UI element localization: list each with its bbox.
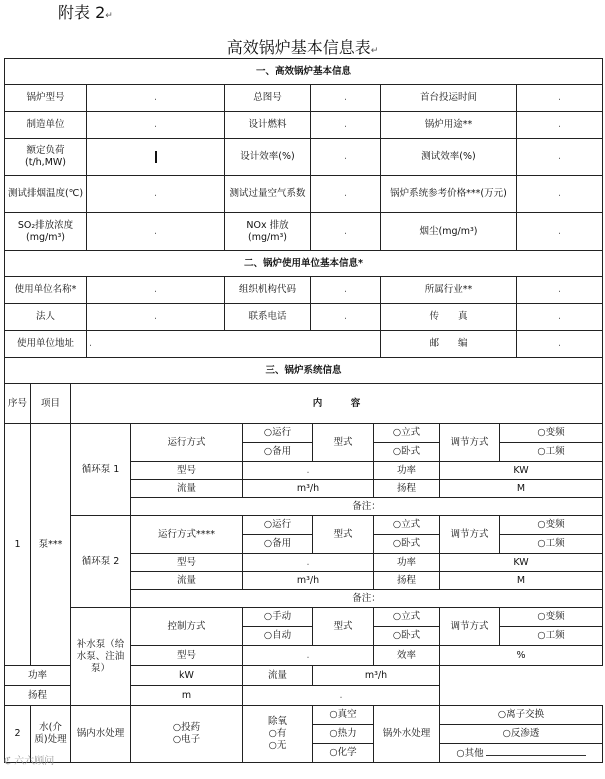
pump2-adjust-radio[interactable]: ○变频 — [500, 516, 603, 535]
field-label: 使用单位地址 — [5, 331, 87, 358]
reverse-osmosis-radio[interactable]: ○反渗透 — [440, 725, 603, 744]
field-label: 流量 — [131, 572, 243, 590]
field-label: 扬程 — [374, 480, 440, 498]
field-label: 控制方式 — [131, 608, 243, 646]
field-label: 型号 — [131, 462, 243, 480]
field-label: NOx 排放(mg/m³) — [225, 213, 311, 251]
section3-header-row — [5, 358, 603, 384]
appendix-label: 附表 2↵ — [58, 3, 113, 22]
table-row — [5, 608, 603, 627]
pump3-model-input[interactable]: . — [243, 646, 374, 666]
exhaust-temp-input[interactable]: . — [87, 176, 225, 213]
field-label: 联系电话 — [225, 304, 311, 331]
inner-treatment-options[interactable] — [131, 706, 243, 763]
excess-air-input[interactable]: . — [311, 176, 381, 213]
pump3-eff-unit[interactable]: % — [440, 646, 603, 666]
field-label: 效率 — [374, 646, 440, 666]
test-efficiency-input[interactable]: . — [517, 139, 603, 176]
field-label: 型式 — [313, 608, 374, 646]
nox-input[interactable]: . — [311, 213, 381, 251]
section2-header-row — [5, 251, 603, 277]
row-no: 1 — [5, 424, 31, 666]
pump2-power-unit[interactable]: KW — [440, 554, 603, 572]
table-row — [5, 213, 603, 251]
pump3-flow-unit[interactable]: m³/h — [313, 666, 440, 686]
pump1-model-input[interactable]: . — [243, 462, 374, 480]
pump2-horizontal-radio[interactable]: ○卧式 — [374, 535, 440, 554]
text-cursor — [155, 151, 157, 163]
table-row — [5, 706, 603, 725]
pump3-power-unit[interactable]: kW — [131, 666, 243, 686]
field-label: 锅炉型号 — [5, 85, 87, 112]
col-no-header: 序号 — [5, 384, 31, 424]
dosing-radio[interactable]: ○投药 — [172, 722, 201, 733]
field-label: 使用单位名称* — [5, 277, 87, 304]
pump2-model-input[interactable]: . — [243, 554, 374, 572]
watermark: ℭ 六六顾问 — [4, 756, 55, 767]
pump2-name: 循环泵 2 — [71, 516, 131, 608]
field-label: 型式 — [313, 516, 374, 554]
pump1-head-unit[interactable]: M — [440, 480, 603, 498]
ion-exchange-radio[interactable]: ○离子交换 — [440, 706, 603, 725]
field-label: 运行方式 — [131, 424, 243, 462]
pump2-standby-radio[interactable]: ○备用 — [243, 535, 313, 554]
field-label: 扬程 — [374, 572, 440, 590]
field-label: 功率 — [5, 666, 71, 686]
section1-header-row — [5, 59, 603, 85]
so2-input[interactable]: . — [87, 213, 225, 251]
field-label: 所属行业** — [381, 277, 517, 304]
other-radio[interactable]: ○其他 — [440, 744, 603, 763]
field-label: 首台投运时间 — [381, 85, 517, 112]
field-label: 总图号 — [225, 85, 311, 112]
field-label: 型式 — [313, 424, 374, 462]
field-label: 额定负荷(t/h,MW) — [5, 139, 87, 176]
field-label: 制造单位 — [5, 112, 87, 139]
table-row — [5, 139, 603, 176]
field-label: 型号 — [131, 554, 243, 572]
deoxy-options[interactable] — [243, 706, 313, 763]
table-header-row — [5, 384, 603, 424]
pump1-power-unit[interactable]: KW — [440, 462, 603, 480]
field-label: 扬程 — [5, 686, 71, 706]
field-label: 锅外水处理 — [374, 706, 440, 763]
pump1-horizontal-radio[interactable]: ○卧式 — [374, 443, 440, 462]
section2-header: 二、锅炉使用单位基本信息* — [5, 251, 603, 277]
table-row — [5, 516, 603, 535]
pump1-power-freq-radio[interactable]: ○工频 — [500, 443, 603, 462]
pump3-power-freq-radio[interactable]: ○工频 — [500, 627, 603, 646]
field-label: 设计燃料 — [225, 112, 311, 139]
system-table — [4, 383, 603, 763]
fax-input[interactable]: . — [517, 304, 603, 331]
thermal-radio[interactable]: ○热力 — [313, 725, 374, 744]
field-label: SO₂排放浓度(mg/m³) — [5, 213, 87, 251]
deoxy-no-radio[interactable]: ○无 — [268, 740, 287, 751]
reference-price-input[interactable]: . — [517, 176, 603, 213]
manufacturer-input[interactable]: . — [87, 112, 225, 139]
row-item: 水(介质)处理 — [31, 706, 71, 763]
field-label: 流量 — [243, 666, 313, 686]
dust-input[interactable]: . — [517, 213, 603, 251]
field-label: 测试过量空气系数 — [225, 176, 311, 213]
design-efficiency-input[interactable]: . — [311, 139, 381, 176]
pump3-extra-input[interactable]: . — [243, 686, 440, 706]
pump3-auto-radio[interactable]: ○自动 — [243, 627, 313, 646]
pump1-standby-radio[interactable]: ○备用 — [243, 443, 313, 462]
pump3-adjust-radio[interactable]: ○变频 — [500, 608, 603, 627]
field-label: 传 真 — [381, 304, 517, 331]
field-label: 功率 — [374, 554, 440, 572]
field-label: 调节方式 — [440, 608, 500, 646]
field-label: 功率 — [374, 462, 440, 480]
table-row — [5, 331, 603, 358]
field-label: 法人 — [5, 304, 87, 331]
pump1-run-radio[interactable]: ○运行 — [243, 424, 313, 443]
pump3-name: 补水泵（给水泵、注油泵） — [71, 608, 131, 706]
deoxy-yes-radio[interactable]: ○有 — [268, 728, 287, 739]
pump2-head-unit[interactable]: M — [440, 572, 603, 590]
field-label: 锅炉用途** — [381, 112, 517, 139]
deoxy-label: 除氧 — [267, 716, 287, 727]
field-label: 调节方式 — [440, 424, 500, 462]
field-label: 流量 — [131, 480, 243, 498]
table-row — [5, 85, 603, 112]
address-input[interactable]: . — [87, 331, 381, 358]
design-fuel-input[interactable]: . — [311, 112, 381, 139]
field-label: 型号 — [131, 646, 243, 666]
field-label: 烟尘(mg/m³) — [381, 213, 517, 251]
pump1-adjust-radio[interactable]: ○变频 — [500, 424, 603, 443]
electronic-radio[interactable]: ○电子 — [172, 734, 201, 745]
field-label: 运行方式**** — [131, 516, 243, 554]
company-name-input[interactable]: . — [87, 277, 225, 304]
field-label: 测试排烟温度(℃) — [5, 176, 87, 213]
table-row — [5, 176, 603, 213]
row-no: 2 — [5, 706, 31, 763]
pump1-flow-unit[interactable]: m³/h — [243, 480, 374, 498]
field-label: 测试效率(%) — [381, 139, 517, 176]
pump2-power-freq-radio[interactable]: ○工频 — [500, 535, 603, 554]
row-item: 泵*** — [31, 424, 71, 666]
pump2-note[interactable]: 备注： — [131, 590, 603, 608]
rated-load-input[interactable] — [87, 139, 225, 176]
pump1-type-radio[interactable]: ○立式 — [374, 424, 440, 443]
industry-input[interactable]: . — [517, 277, 603, 304]
section3-header: 三、锅炉系统信息 — [5, 358, 603, 384]
field-label: 锅炉系统参考价格***(万元) — [381, 176, 517, 213]
field-label: 设计效率(%) — [225, 139, 311, 176]
postcode-input[interactable]: . — [517, 331, 603, 358]
pump3-type-radio[interactable]: ○立式 — [374, 608, 440, 627]
field-label: 调节方式 — [440, 516, 500, 554]
phone-input[interactable]: . — [311, 304, 381, 331]
pump3-horizontal-radio[interactable]: ○卧式 — [374, 627, 440, 646]
pump1-name: 循环泵 1 — [71, 424, 131, 516]
pump2-flow-unit[interactable]: m³/h — [243, 572, 374, 590]
pump3-manual-radio[interactable]: ○手动 — [243, 608, 313, 627]
pump2-run-radio[interactable]: ○运行 — [243, 516, 313, 535]
info-table — [4, 58, 603, 384]
table-row — [5, 277, 603, 304]
pump3-head-unit[interactable]: m — [131, 686, 243, 706]
org-code-input[interactable]: . — [311, 277, 381, 304]
first-run-time-input[interactable]: . — [517, 85, 603, 112]
boiler-usage-input[interactable]: . — [517, 112, 603, 139]
field-label: 组织机构代码 — [225, 277, 311, 304]
form-title: 高效锅炉基本信息表↵ — [226, 38, 379, 57]
table-row — [5, 304, 603, 331]
section1-header: 一、高效锅炉基本信息 — [5, 59, 603, 85]
table-row — [5, 112, 603, 139]
col-item-header: 项目 — [31, 384, 71, 424]
boiler-model-input[interactable]: . — [87, 85, 225, 112]
legal-person-input[interactable]: . — [87, 304, 225, 331]
pump1-note[interactable]: 备注： — [131, 498, 603, 516]
chemical-radio[interactable]: ○化学 — [313, 744, 374, 763]
pump2-type-radio[interactable]: ○立式 — [374, 516, 440, 535]
col-content-header: 内 容 — [71, 384, 603, 424]
vacuum-radio[interactable]: ○真空 — [313, 706, 374, 725]
field-label: 锅内水处理 — [71, 706, 131, 763]
drawing-no-input[interactable]: . — [311, 85, 381, 112]
field-label: 邮 编 — [381, 331, 517, 358]
table-row — [5, 424, 603, 443]
